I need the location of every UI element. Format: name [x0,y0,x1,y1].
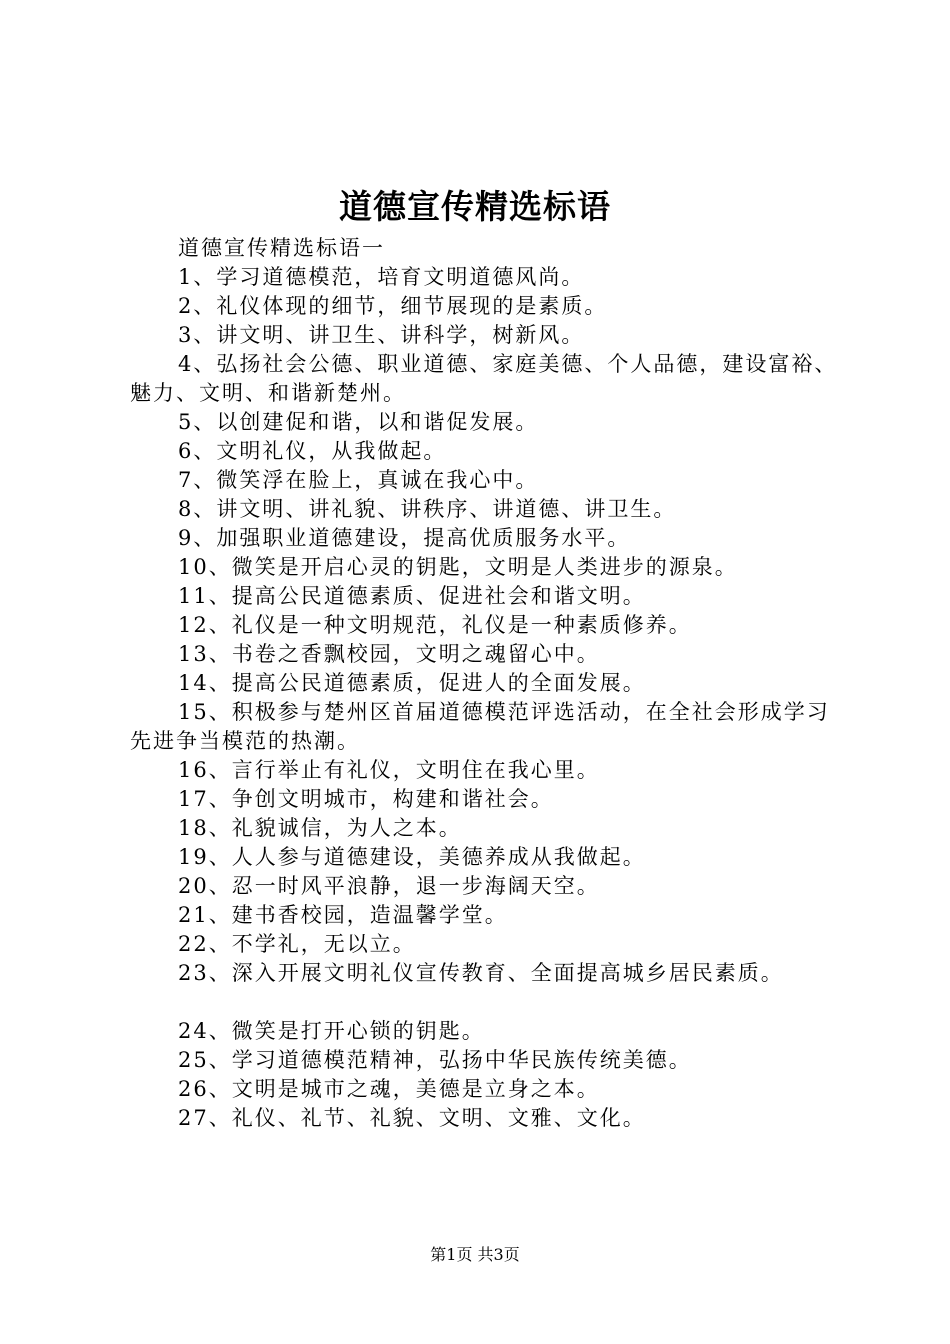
list-item: 1、学习道德模范，培育文明道德风尚。 [178,265,585,289]
list-item: 19、人人参与道德建设，美德养成从我做起。 [178,845,646,869]
list-item: 23、深入开展文明礼仪宣传教育、全面提高城乡居民素质。 [178,961,784,985]
list-item: 15、积极参与楚州区首届道德模范评选活动，在全社会形成学习先进争当模范的热潮。 [130,700,830,753]
list-item: 2、礼仪体现的细节，细节展现的是素质。 [178,294,608,318]
list-item: 25、学习道德模范精神，弘扬中华民族传统美德。 [178,1048,692,1072]
list-item: 14、提高公民道德素质，促进人的全面发展。 [178,671,646,695]
list-item: 7、微笑浮在脸上，真诚在我心中。 [178,468,539,492]
document-title: 道德宣传精选标语 [339,187,611,226]
list-item: 13、书卷之香飘校园，文明之魂留心中。 [178,642,600,666]
list-item: 12、礼仪是一种文明规范，礼仪是一种素质修养。 [178,613,692,637]
list-item: 24、微笑是打开心锁的钥匙。 [178,1019,485,1043]
list-item: 3、讲文明、讲卫生、讲科学，树新风。 [178,323,585,347]
list-item: 18、礼貌诚信，为人之本。 [178,816,462,840]
list-item: 10、微笑是开启心灵的钥匙，文明是人类进步的源泉。 [178,555,738,579]
list-item: 9、加强职业道德建设，提高优质服务水平。 [178,526,631,550]
list-item: 6、文明礼仪，从我做起。 [178,439,447,463]
list-item: 4、弘扬社会公德、职业道德、家庭美德、个人品德，建设富裕、魅力、文明、和谐新楚州。 [130,352,838,405]
list-item: 16、言行举止有礼仪，文明住在我心里。 [178,758,600,782]
list-item: 5、以创建促和谐，以和谐促发展。 [178,410,539,434]
list-item: 20、忍一时风平浪静，退一步海阔天空。 [178,874,600,898]
section-subtitle: 道德宣传精选标语一 [178,236,385,260]
list-item: 17、争创文明城市，构建和谐社会。 [178,787,554,811]
list-item: 8、讲文明、讲礼貌、讲秩序、讲道德、讲卫生。 [178,497,677,521]
list-item: 22、不学礼，无以立。 [178,932,416,956]
page-footer: 第1页 共3页 [430,1245,520,1264]
list-item: 21、建书香校园，造温馨学堂。 [178,903,508,927]
list-item: 26、文明是城市之魂，美德是立身之本。 [178,1077,600,1101]
list-item: 27、礼仪、礼节、礼貌、文明、文雅、文化。 [178,1106,646,1130]
document-body [130,234,850,1133]
list-item: 11、提高公民道德素质、促进社会和谐文明。 [178,584,646,608]
